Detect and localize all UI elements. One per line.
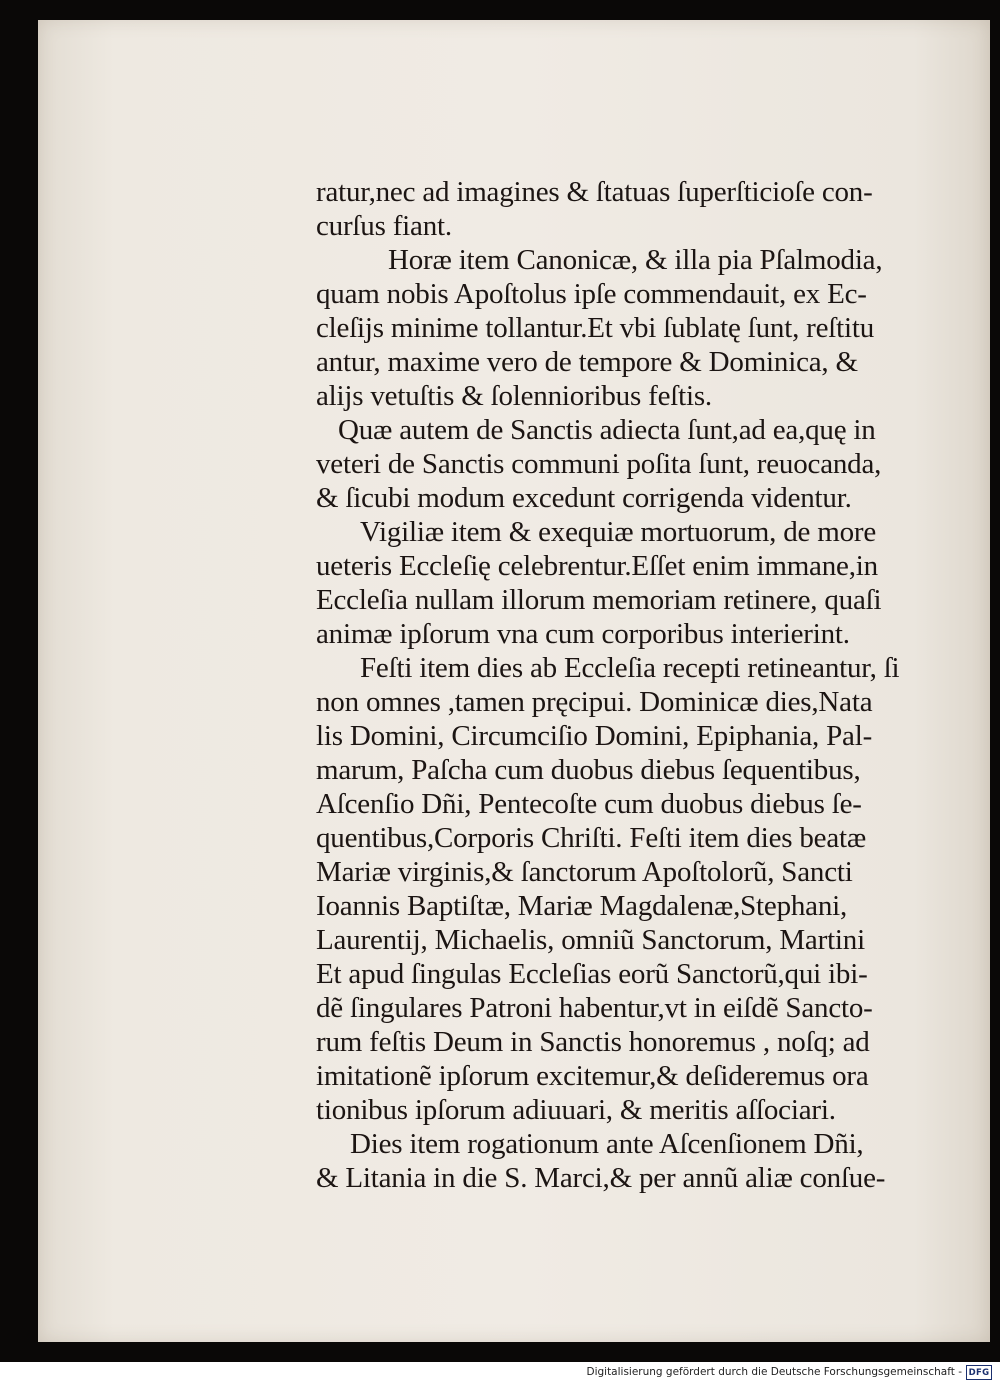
text-line: quentibus,Corporis Chriſti. Feſti item dies beatæ (316, 822, 867, 854)
funding-credit: Digitalisierung gefördert durch die Deutsche Forschungsgemeinschaft - (586, 1366, 962, 1378)
text-line: rum feſtis Deum in Sanctis honoremus , noſq; ad (316, 1026, 870, 1058)
text-line: marum, Paſcha cum duobus diebus ſequentibus, (316, 754, 861, 786)
text-line: & Litania in die S. Marci,& per annũ aliæ conſue- (316, 1162, 886, 1194)
text-line: veteri de Sanctis communi poſita ſunt, reuocanda, (316, 448, 882, 480)
dfg-logo[interactable]: DFG (966, 1365, 992, 1380)
book-page (38, 20, 990, 1342)
text-line: Vigiliæ item & exequiæ mortuorum, de more (360, 516, 877, 548)
text-line: curſus fiant. (316, 210, 452, 242)
text-line: Aſcenſio Dñi, Pentecoſte cum duobus diebus ſe- (316, 788, 862, 820)
text-line: Eccleſia nullam illorum memoriam retinere, quaſi (316, 584, 882, 616)
text-line: Horæ item Canonicæ, & illa pia Pſalmodia, (388, 244, 883, 276)
text-line: Et apud ſingulas Eccleſias eorũ Sanctorũ,qui ibi- (316, 958, 868, 990)
text-line: Laurentij, Michaelis, omniũ Sanctorum, Martini (316, 924, 865, 956)
text-line: ratur,nec ad imagines & ſtatuas ſuperſticioſe con- (316, 176, 873, 208)
text-line: Feſti item dies ab Eccleſia recepti retineantur, ſi (360, 652, 900, 684)
text-line: quam nobis Apoſtolus ipſe commendauit, ex Ec- (316, 278, 867, 310)
text-line: Dies item rogationum ante Aſcenſionem Dñi, (350, 1128, 864, 1160)
text-line: & ſicubi modum excedunt corrigenda videntur. (316, 482, 852, 514)
text-line: animæ ipſorum vna cum corporibus interierint. (316, 618, 850, 650)
text-line: imitationẽ ipſorum excitemur,& deſideremus ora (316, 1060, 869, 1092)
text-line: Mariæ virginis,& ſanctorum Apoſtolorũ, Sancti (316, 856, 853, 888)
text-line: non omnes ,tamen pręcipui. Dominicæ dies,Nata (316, 686, 873, 718)
text-line: tionibus ipſorum adiuuari, & meritis aſſociari. (316, 1094, 836, 1126)
text-line: alijs vetuſtis & ſolennioribus feſtis. (316, 380, 712, 412)
text-line: cleſijs minime tollantur.Et vbi ſublatę ſunt, reſtitu (316, 312, 875, 344)
text-line: dẽ ſingulares Patroni habentur,vt in eiſdẽ Sancto- (316, 992, 873, 1024)
text-line: Quæ autem de Sanctis adiecta ſunt,ad ea,quę in (338, 414, 876, 446)
text-line: lis Domini, Circumciſio Domini, Epiphania, Pal- (316, 720, 873, 752)
footer-bar (0, 1362, 1000, 1383)
text-line: Ioannis Baptiſtæ, Mariæ Magdalenæ,Stephani, (316, 890, 848, 922)
text-line: antur, maxime vero de tempore & Dominica, & (316, 346, 858, 378)
text-line: ueteris Eccleſię celebrentur.Eſſet enim immane,in (316, 550, 878, 582)
